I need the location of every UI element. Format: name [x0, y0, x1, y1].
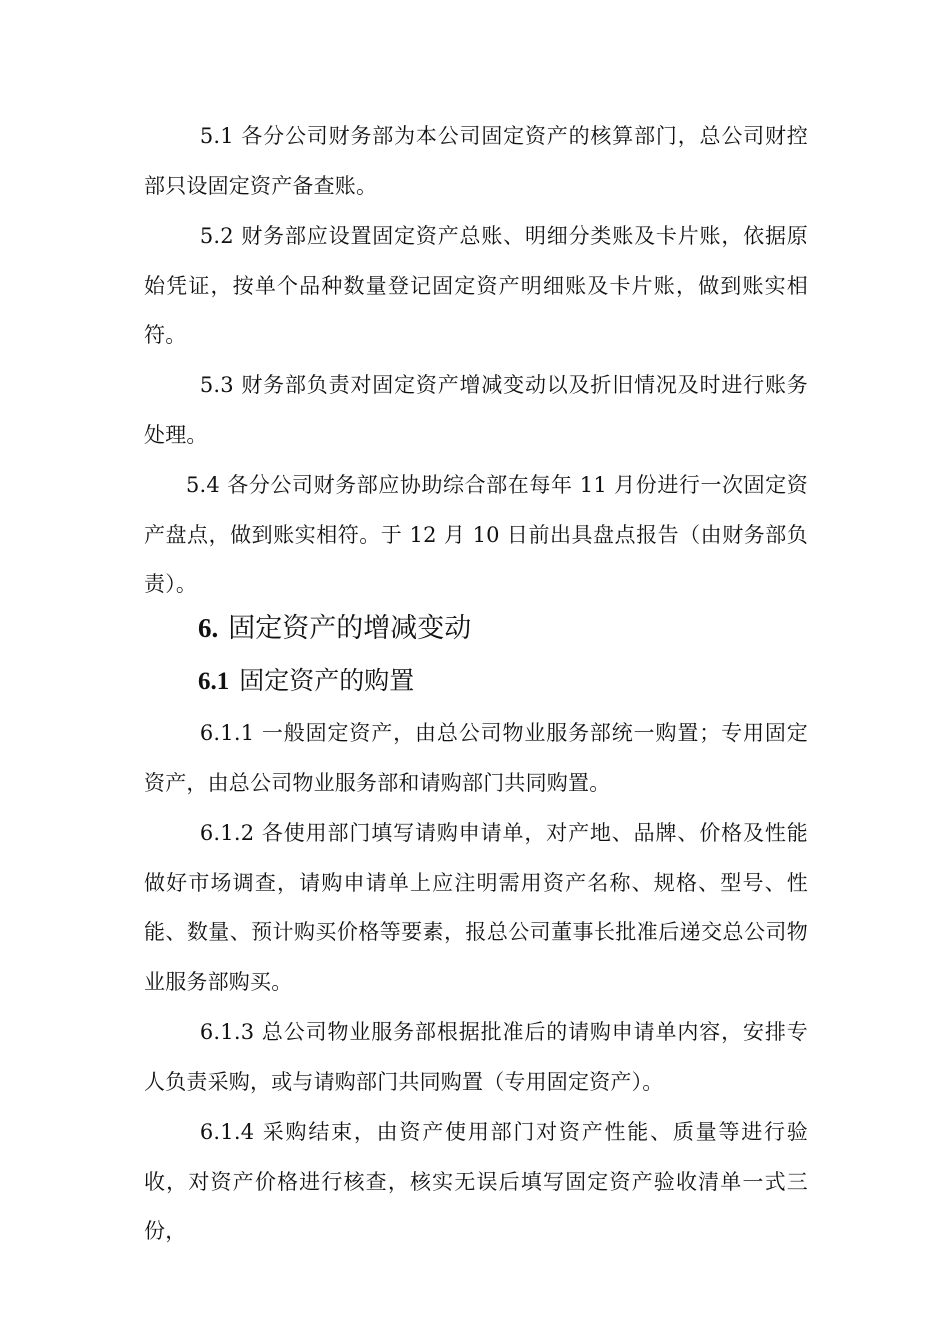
section-title: 固定资产的增减变动	[228, 613, 472, 644]
paragraph-5-3: 5.3 财务部负责对固定资产增减变动以及折旧情况及时进行账务处理。	[144, 373, 808, 447]
paragraph-5-1: 5.1 各分公司财务部为本公司固定资产的核算部门，总公司财控部只设固定资产备查账。	[144, 124, 808, 198]
paragraph-5-2: 5.2 财务部应设置固定资产总账、明细分类账及卡片账，依据原始凭证，按单个品种数量登记固定资产明细账及卡片账，做到账实相符。	[144, 224, 808, 347]
subsection-number: 6.1	[198, 668, 230, 695]
section-number: 6.	[198, 613, 219, 643]
paragraph-6-1-2: 6.1.2 各使用部门填写请购申请单，对产地、品牌、价格及性能做好市场调查，请购申请单上应注明需用资产名称、规格、型号、性能、数量、预计购买价格等要素，报总公司董事长批准后递交总公司物业服务部购买。	[144, 821, 808, 994]
paragraph-6-1-1: 6.1.1 一般固定资产，由总公司物业服务部统一购置；专用固定资产，由总公司物业服务部和请购部门共同购置。	[144, 721, 808, 795]
section-heading-6	[198, 606, 471, 651]
paragraph-6-1-3: 6.1.3 总公司物业服务部根据批准后的请购申请单内容，安排专人负责采购，或与请购部门共同购置（专用固定资产）。	[144, 1020, 808, 1094]
paragraph-5-4: 5.4 各分公司财务部应协助综合部在每年 11 月份进行一次固定资产盘点，做到账实相符。于 12 月 10 日前出具盘点报告（由财务部负责）。	[144, 473, 808, 596]
paragraph-6-1-4: 6.1.4 采购结束，由资产使用部门对资产性能、质量等进行验收，对资产价格进行核查，核实无误后填写固定资产验收清单一式三份，	[144, 1120, 808, 1243]
subsection-title: 固定资产的购置	[239, 666, 415, 695]
subsection-heading-6-1	[198, 659, 414, 704]
